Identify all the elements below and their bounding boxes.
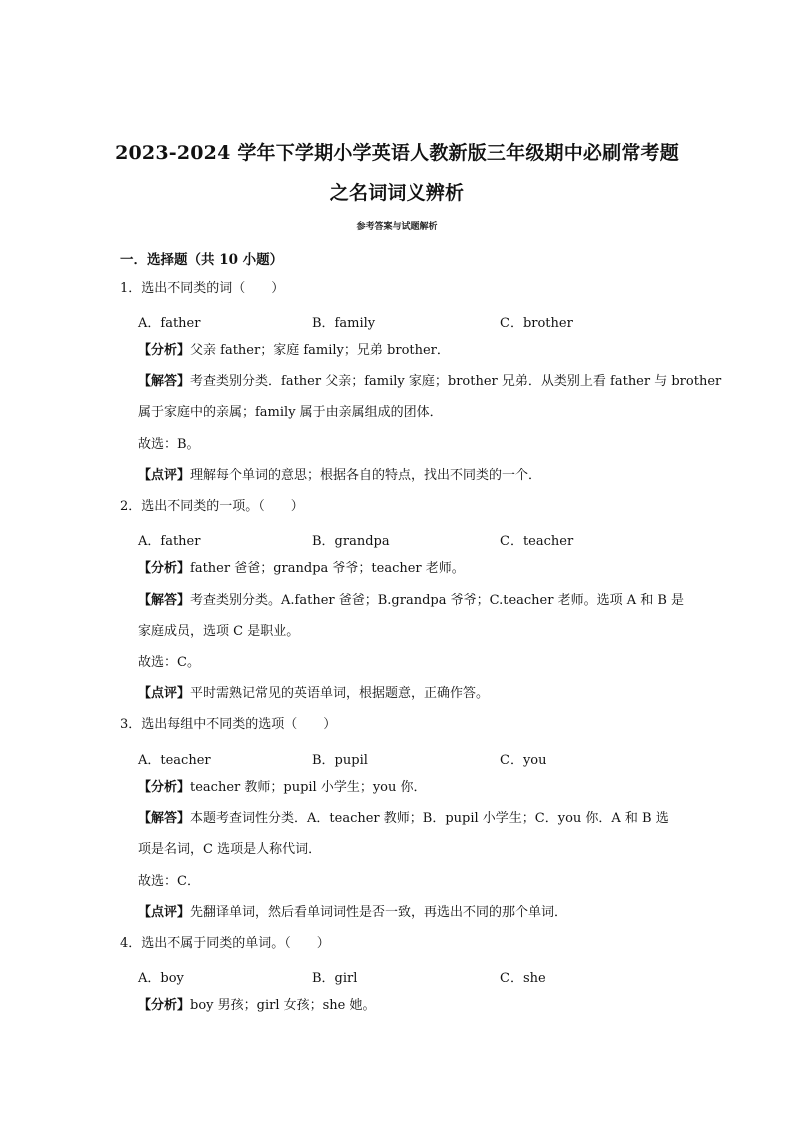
comment-tag: 【点评】: [138, 905, 191, 920]
comment-tag: 【点评】: [138, 686, 191, 701]
question-1-option-b: B．family: [312, 316, 376, 331]
analysis-text: boy 男孩；girl 女孩；she 她。: [190, 998, 376, 1013]
question-2-comment: [138, 685, 489, 703]
question-1-option-a: A．father: [138, 316, 201, 331]
question-3-option-b: B．pupil: [312, 753, 368, 768]
question-4-analysis: [138, 997, 376, 1015]
section-heading: 一．选择题（共 10 小题）: [120, 252, 284, 268]
question-3-comment: [138, 904, 567, 922]
question-1-analysis: [138, 342, 450, 360]
question-2-answer: [138, 592, 684, 610]
answer-tag: 【解答】: [138, 811, 191, 826]
question-4-stem: 4．选出不属于同类的单词。（ ）: [120, 936, 330, 951]
comment-text: 先翻译单词，然后看单词词性是否一致，再选出不同的那个单词．: [190, 905, 568, 920]
comment-tag: 【点评】: [138, 468, 191, 483]
question-3-answer-cont: 项是名词，C 选项是人称代词．: [138, 842, 322, 857]
analysis-tag: 【分析】: [138, 343, 191, 358]
question-1-comment: [138, 467, 541, 485]
question-3-analysis: [138, 779, 427, 797]
document-title-line2: 之名词词义辨析: [329, 182, 465, 204]
analysis-tag: 【分析】: [138, 780, 191, 795]
question-2-option-a: A．father: [138, 534, 201, 549]
question-3-stem: 3．选出每组中不同类的选项（ ）: [120, 717, 337, 732]
analysis-text: father 爸爸；grandpa 爷爷；teacher 老师。: [190, 561, 465, 576]
question-1-choice: 故选：B。: [138, 437, 200, 452]
question-1-option-c: C．brother: [500, 316, 573, 331]
analysis-tag: 【分析】: [138, 998, 191, 1013]
question-2-answer-cont: 家庭成员，选项 C 是职业。: [138, 624, 300, 639]
analysis-tag: 【分析】: [138, 561, 191, 576]
analysis-text: 父亲 father；家庭 family；兄弟 brother．: [190, 343, 450, 358]
answer-text: 考查类别分类．father 父亲；family 家庭；brother 兄弟．从类别上看 father 与 brother: [190, 374, 722, 389]
question-2-choice: 故选：C。: [138, 655, 200, 670]
comment-text: 理解每个单词的意思；根据各自的特点，找出不同类的一个．: [190, 468, 542, 483]
question-4-option-c: C．she: [500, 971, 546, 986]
question-3-answer: [138, 810, 669, 828]
question-4-option-a: A．boy: [138, 971, 184, 986]
question-4-option-b: B．girl: [312, 971, 358, 986]
document-subtitle: 参考答案与试题解析: [356, 222, 438, 232]
answer-text: 本题考查词性分类．A．teacher 教师；B．pupil 小学生；C．you 你．A 和 B 选: [190, 811, 669, 826]
question-2-stem: 2．选出不同类的一项。（ ）: [120, 499, 304, 514]
question-3-option-a: A．teacher: [138, 753, 211, 768]
document-title-line1: 2023-2024 学年下学期小学英语人教新版三年级期中必刷常考题: [115, 142, 679, 164]
question-3-option-c: C．you: [500, 753, 547, 768]
question-1-stem: 1．选出不同类的词（ ）: [120, 281, 285, 296]
question-1-answer: [138, 373, 721, 391]
question-2-option-b: B．grandpa: [312, 534, 390, 549]
question-3-choice: 故选：C．: [138, 874, 200, 889]
question-2-option-c: C．teacher: [500, 534, 574, 549]
answer-text: 考查类别分类。A.father 爸爸；B.grandpa 爷爷；C.teacher 老师。选项 A 和 B 是: [190, 593, 685, 608]
answer-tag: 【解答】: [138, 374, 191, 389]
comment-text: 平时需熟记常见的英语单词，根据题意，正确作答。: [190, 686, 490, 701]
answer-tag: 【解答】: [138, 593, 191, 608]
question-1-answer-cont: 属于家庭中的亲属；family 属于由亲属组成的团体．: [138, 405, 443, 420]
analysis-text: teacher 教师；pupil 小学生；you 你．: [190, 780, 427, 795]
question-2-analysis: [138, 560, 465, 578]
